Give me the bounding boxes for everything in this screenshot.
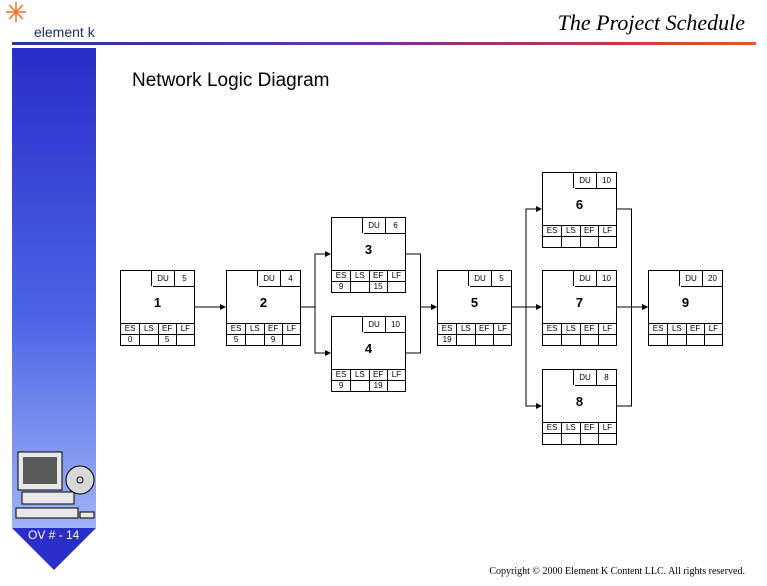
duration-divider: [470, 286, 511, 287]
schedule-grid: [121, 323, 194, 345]
value-ef: 15: [369, 281, 387, 292]
column-header-ef: EF: [580, 225, 598, 236]
duration-label: DU: [468, 271, 491, 286]
duration-label: DU: [573, 370, 596, 385]
schedule-grid: [332, 270, 405, 292]
value-lf: [387, 281, 405, 292]
column-header-lf: LF: [598, 225, 616, 236]
value-ls: [456, 334, 474, 345]
value-ef: [686, 334, 704, 345]
activity-node-1: [120, 270, 195, 346]
column-header-ls: LS: [350, 270, 368, 281]
activity-node-2: [226, 270, 301, 346]
schedule-grid: [438, 323, 511, 345]
column-header-lf: LF: [282, 323, 300, 334]
activity-id: 9: [681, 295, 690, 310]
value-ls: [245, 334, 263, 345]
activity-node-9: [648, 270, 723, 346]
value-lf: [176, 334, 194, 345]
column-header-es: ES: [121, 323, 139, 334]
activity-node-8: [542, 369, 617, 445]
value-lf: [598, 236, 616, 247]
edge-2-4: [300, 307, 330, 353]
column-header-ls: LS: [561, 225, 579, 236]
duration-label: DU: [679, 271, 702, 286]
column-header-ef: EF: [686, 323, 704, 334]
duration-value: 10: [596, 271, 616, 286]
value-lf: [598, 433, 616, 444]
value-ls: [350, 380, 368, 391]
duration-divider: [153, 286, 194, 287]
value-es: 19: [438, 334, 456, 345]
column-header-lf: LF: [598, 323, 616, 334]
edge-5-6: [511, 209, 541, 307]
duration-value: 5: [174, 271, 194, 286]
column-header-ls: LS: [667, 323, 685, 334]
value-es: 0: [121, 334, 139, 345]
value-ls: [667, 334, 685, 345]
duration-label: DU: [362, 317, 385, 332]
schedule-grid: [227, 323, 300, 345]
column-header-es: ES: [543, 323, 561, 334]
schedule-grid: [543, 323, 616, 345]
duration-divider: [575, 188, 616, 189]
value-ls: [561, 236, 579, 247]
column-header-es: ES: [438, 323, 456, 334]
column-header-lf: LF: [387, 270, 405, 281]
activity-id: 1: [153, 295, 162, 310]
duration-value: 8: [596, 370, 616, 385]
duration-divider: [575, 385, 616, 386]
duration-value: 5: [491, 271, 511, 286]
slide-number: OV # - 14: [28, 528, 80, 542]
column-header-lf: LF: [598, 422, 616, 433]
edge-2-3: [300, 254, 330, 307]
column-header-ls: LS: [139, 323, 157, 334]
activity-id: 2: [259, 295, 268, 310]
value-lf: [598, 334, 616, 345]
duration-divider: [364, 233, 405, 234]
schedule-grid: [332, 369, 405, 391]
value-es: [543, 433, 561, 444]
edge-8-9: [616, 307, 647, 406]
activity-node-7: [542, 270, 617, 346]
duration-label: DU: [362, 218, 385, 233]
activity-id: 5: [470, 295, 479, 310]
value-es: 9: [332, 281, 350, 292]
edge-6-9: [616, 209, 647, 307]
schedule-grid: [649, 323, 722, 345]
duration-label: DU: [573, 173, 596, 188]
column-header-lf: LF: [176, 323, 194, 334]
duration-divider: [259, 286, 300, 287]
duration-value: 4: [280, 271, 300, 286]
duration-value: 20: [702, 271, 722, 286]
value-ef: [475, 334, 493, 345]
slide-title: The Project Schedule: [557, 10, 745, 35]
value-lf: [387, 380, 405, 391]
activity-id: 3: [364, 242, 373, 257]
column-header-es: ES: [543, 422, 561, 433]
column-header-ls: LS: [245, 323, 263, 334]
column-header-ef: EF: [369, 369, 387, 380]
activity-node-4: [331, 316, 406, 392]
schedule-grid: [543, 422, 616, 444]
duration-label: DU: [257, 271, 280, 286]
duration-value: 10: [385, 317, 405, 332]
column-header-es: ES: [227, 323, 245, 334]
value-ls: [561, 334, 579, 345]
column-header-es: ES: [649, 323, 667, 334]
value-ef: [580, 334, 598, 345]
column-header-ls: LS: [456, 323, 474, 334]
value-ef: 19: [369, 380, 387, 391]
value-ls: [561, 433, 579, 444]
edge-3-5: [405, 254, 436, 307]
value-es: [543, 334, 561, 345]
value-es: [649, 334, 667, 345]
column-header-ef: EF: [264, 323, 282, 334]
duration-value: 10: [596, 173, 616, 188]
value-lf: [704, 334, 722, 345]
activity-id: 8: [575, 394, 584, 409]
column-header-ls: LS: [350, 369, 368, 380]
edge-5-8: [511, 307, 541, 406]
diagram-heading: Network Logic Diagram: [132, 70, 330, 91]
duration-divider: [364, 332, 405, 333]
value-es: [543, 236, 561, 247]
column-header-es: ES: [332, 270, 350, 281]
column-header-es: ES: [332, 369, 350, 380]
activity-node-5: [437, 270, 512, 346]
value-es: 9: [332, 380, 350, 391]
value-ef: 5: [158, 334, 176, 345]
value-ef: [580, 236, 598, 247]
logo-text: element k: [34, 24, 95, 40]
activity-node-6: [542, 172, 617, 248]
copyright: Copyright © 2000 Element K Content LLC. All rights reserved.: [489, 566, 745, 577]
edge-4-5: [405, 307, 436, 353]
value-ef: 9: [264, 334, 282, 345]
duration-label: DU: [573, 271, 596, 286]
column-header-lf: LF: [493, 323, 511, 334]
column-header-ls: LS: [561, 323, 579, 334]
activity-id: 6: [575, 197, 584, 212]
value-es: 5: [227, 334, 245, 345]
column-header-es: ES: [543, 225, 561, 236]
column-header-lf: LF: [704, 323, 722, 334]
activity-node-3: [331, 217, 406, 293]
value-ls: [350, 281, 368, 292]
column-header-ef: EF: [158, 323, 176, 334]
column-header-ef: EF: [580, 323, 598, 334]
value-lf: [282, 334, 300, 345]
duration-divider: [575, 286, 616, 287]
column-header-ef: EF: [475, 323, 493, 334]
column-header-ef: EF: [369, 270, 387, 281]
activity-id: 7: [575, 295, 584, 310]
duration-value: 6: [385, 218, 405, 233]
value-ls: [139, 334, 157, 345]
schedule-grid: [543, 225, 616, 247]
value-lf: [493, 334, 511, 345]
activity-id: 4: [364, 341, 373, 356]
value-ef: [580, 433, 598, 444]
column-header-ef: EF: [580, 422, 598, 433]
column-header-lf: LF: [387, 369, 405, 380]
column-header-ls: LS: [561, 422, 579, 433]
duration-divider: [681, 286, 722, 287]
duration-label: DU: [151, 271, 174, 286]
